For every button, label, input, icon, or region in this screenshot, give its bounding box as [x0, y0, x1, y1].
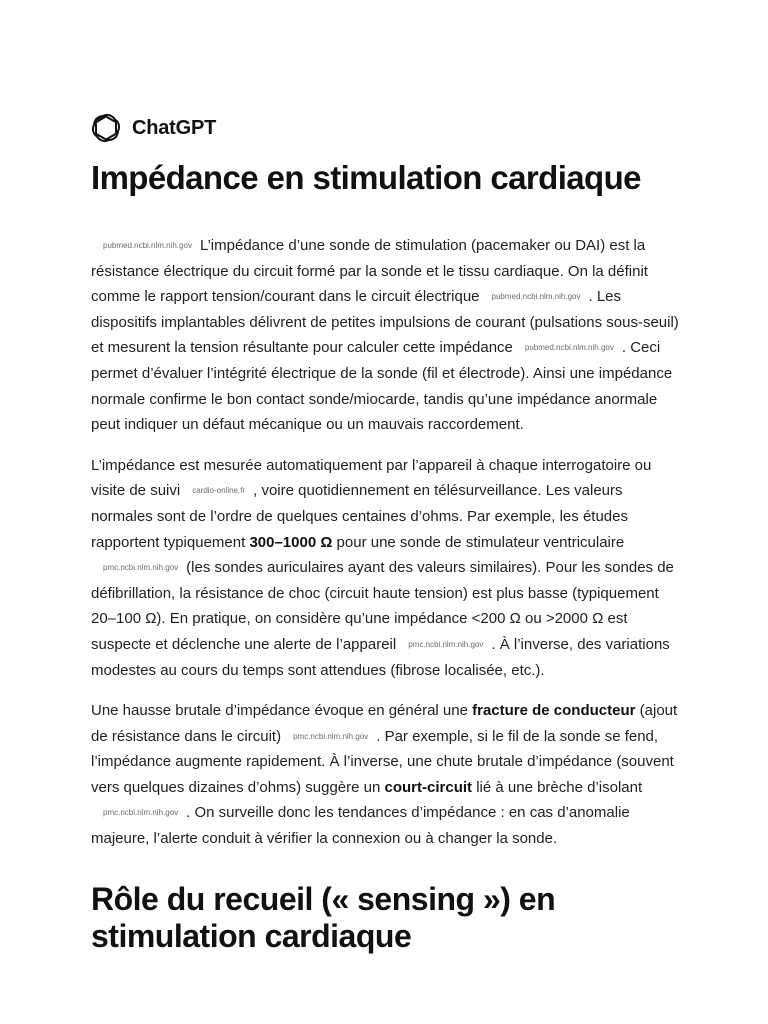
paragraph-text: . Par exemple, si le fil de la sonde se fend, l’impédance augmente rapidement. À l’inverse, une chute brutale d’impédance (souvent vers quelques dizaines d’ohms) suggère un	[91, 727, 674, 796]
section-heading: Rôle du recueil (« sensing ») en stimulation cardiaque	[91, 881, 556, 954]
paragraph-2	[91, 453, 683, 683]
paragraph-text: . Les dispositifs implantables délivrent de petites impulsions de courant (pulsations sous-seuil) et mesurent la tension résultante pour calculer cette impédance	[91, 288, 679, 357]
paragraph-text: Une hausse brutale d’impédance évoque en général une	[91, 702, 473, 720]
bold-value: 300–1000 Ω	[249, 533, 333, 551]
article-body	[91, 233, 683, 867]
paragraph-1	[91, 233, 683, 438]
bold-term: court-circuit	[384, 778, 473, 796]
source-citation[interactable]: pubmed.ncbi.nlm.nih.gov	[103, 241, 192, 250]
paragraph-text: (ajout de résistance dans le circuit)	[91, 702, 678, 745]
source-citation[interactable]: cardio-online.fr	[192, 486, 246, 496]
paragraph-text: (les sondes auriculaires ayant des valeurs similaires). Pour les sondes de défibrillation, la résistance de choc (circuit haute tension) est plus basse (typiquement 20–100 Ω). En pratique, on considère qu’une impédance <200 Ω ou >2000 Ω est suspecte et déclenche une alerte de l’appareil	[91, 559, 674, 653]
brand-header	[90, 112, 216, 144]
paragraph-text: L’impédance d’une sonde de stimulation (pacemaker ou DAI) est la résistance électrique du circuit formé par la sonde et le tissu cardiaque. On la définit comme le rapport tension/courant dans le circuit électrique	[91, 237, 648, 306]
page-title: Impédance en stimulation cardiaque	[91, 159, 641, 196]
paragraph-text: pour une sonde de stimulateur ventriculaire	[332, 533, 625, 551]
openai-logo-icon	[90, 112, 122, 144]
paragraph-3	[91, 698, 683, 852]
paragraph-text: . Ceci permet d’évaluer l’intégrité électrique de la sonde (fil et électrode). Ainsi une impédance normale confirme le bon contact sonde/miocarde, tandis qu’une impédance anormale peut indiquer un défaut mécanique ou un mauvais raccordement.	[91, 339, 673, 434]
brand-name: ChatGPT	[132, 116, 217, 139]
paragraph-text: L’impédance est mesurée automatiquement par l’appareil à chaque interrogatoire ou visite de suivi	[91, 456, 652, 500]
paragraph-text: . On surveille donc les tendances d’impédance : en cas d’anomalie majeure, l’alerte conduit à vérifier la connexion ou à changer la sonde.	[91, 804, 630, 848]
source-citation[interactable]: pmc.ncbi.nlm.nih.gov	[293, 731, 369, 741]
bold-term: fracture de conducteur	[472, 702, 636, 720]
paragraph-text: . À l’inverse, des variations modestes au cours du temps sont attendues (fibrose localisée, etc.).	[91, 635, 670, 679]
source-citation[interactable]: pmc.ncbi.nlm.nih.gov	[408, 639, 484, 649]
paragraph-text: , voire quotidiennement en télésurveillance. Les valeurs normales sont de l’ordre de quelques centaines d’ohms. Par exemple, les études rapportent typiquement	[91, 482, 628, 551]
source-citation[interactable]: pmc.ncbi.nlm.nih.gov	[103, 563, 179, 573]
source-citation[interactable]: pmc.ncbi.nlm.nih.gov	[103, 808, 179, 818]
source-citation[interactable]: pubmed.ncbi.nlm.nih.gov	[491, 292, 581, 302]
source-citation[interactable]: pubmed.ncbi.nlm.nih.gov	[524, 343, 614, 353]
paragraph-text: lié à une brèche d’isolant	[472, 778, 643, 796]
